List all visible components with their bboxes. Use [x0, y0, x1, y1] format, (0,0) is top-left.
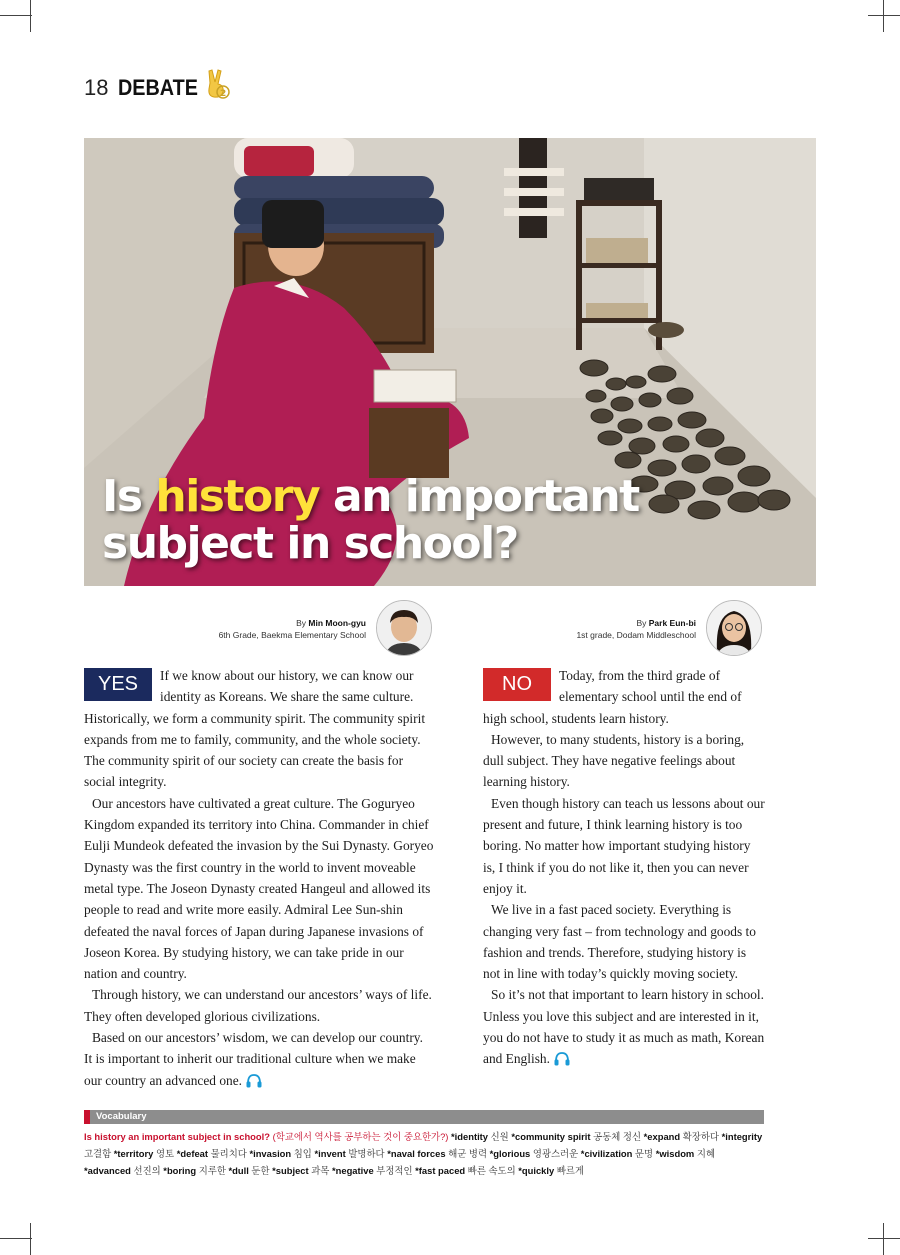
no-author: Park Eun-bi: [648, 618, 696, 628]
vocab-meaning: 침입: [293, 1148, 312, 1159]
crop-mark: [883, 1223, 884, 1255]
vocab-term: *territory: [113, 1148, 154, 1159]
vocabulary-box: [84, 1110, 764, 1179]
vocab-meaning: 지혜: [696, 1148, 716, 1159]
vocab-meaning: 확장하다: [682, 1131, 719, 1142]
vocab-meaning: 선진의: [133, 1165, 161, 1176]
vocab-meaning: 공동체 정신: [593, 1131, 642, 1142]
yes-paragraph-text: If we know about our history, we can know our identity as Koreans. We share the same culture. Historically, we form a community spirit. The community spirit expands from me to family, community, and the whole society. The community spirit of our society can create the basis for social integrity.: [84, 668, 426, 790]
no-paragraph-text: So it’s not that important to learn history in school. Unless you love this subject and are interested in it, you do not have to study it as much as math, Korean and English.: [483, 987, 765, 1067]
vocab-term: *boring: [163, 1165, 197, 1176]
girl-portrait-icon: [707, 601, 761, 655]
by-label: By: [636, 618, 649, 628]
yes-paragraph: Through history, we can understand our ancestors’ ways of life. They often developed glorious civilizations.: [84, 987, 432, 1024]
vocab-term: *expand: [643, 1131, 681, 1142]
vocab-meaning: 영토: [156, 1148, 175, 1159]
headphones-icon: [245, 1072, 263, 1088]
boy-portrait-icon: [377, 601, 431, 655]
crop-mark: [0, 1238, 32, 1239]
crop-mark: [868, 1238, 900, 1239]
vocab-term: *integrity: [721, 1131, 763, 1142]
vocab-meaning: 과목: [311, 1165, 330, 1176]
crop-mark: [0, 15, 32, 16]
yes-author: Min Moon-gyu: [308, 618, 366, 628]
no-affiliation: 1st grade, Dodam Middleschool: [576, 630, 696, 640]
vocab-meaning: 영광스러운: [532, 1148, 579, 1159]
vocab-meaning: 지루한: [198, 1165, 226, 1176]
vocabulary-text: [84, 1128, 764, 1179]
vocab-meaning: 발명하다: [348, 1148, 385, 1159]
headphones-icon: [553, 1050, 571, 1066]
vocab-term: *invasion: [249, 1148, 292, 1159]
vocab-term: *community spirit: [511, 1131, 591, 1142]
no-author-avatar: [706, 600, 762, 656]
vocab-term: *invent: [314, 1148, 346, 1159]
vocab-term: *civilization: [580, 1148, 633, 1159]
vocab-term: *defeat: [176, 1148, 208, 1159]
yes-tag: YES: [84, 668, 152, 701]
svg-text:2: 2: [220, 89, 227, 99]
vocab-meaning: 빠르게: [556, 1165, 584, 1176]
vocab-meaning: 고결함: [84, 1148, 112, 1159]
vocab-meaning: 물리치다: [210, 1148, 247, 1159]
headline-line1-rest: an important: [319, 471, 639, 522]
no-paragraph-text: Today, from the third grade of elementary school until the end of high school, students learn history.: [483, 668, 742, 726]
vocab-meaning: 문명: [634, 1148, 654, 1159]
vocab-term: *naval forces: [387, 1148, 446, 1159]
vocab-term: *fast paced: [415, 1165, 466, 1176]
headline-line2: subject in school?: [102, 518, 518, 569]
crop-mark: [30, 1223, 31, 1255]
section-title: DEBATE: [118, 75, 199, 100]
yes-affiliation: 6th Grade, Baekma Elementary School: [218, 630, 366, 640]
crop-mark: [868, 15, 900, 16]
yes-author-avatar: [376, 600, 432, 656]
vocabulary-question-ko: (학교에서 역사를 공부하는 것이 중요한가?): [272, 1131, 449, 1142]
page-number: 18: [84, 75, 109, 100]
no-tag: NO: [483, 668, 551, 701]
yes-article: [84, 665, 434, 1091]
vocab-meaning: 신원: [490, 1131, 509, 1142]
crop-mark: [30, 0, 31, 32]
no-paragraph: [483, 984, 765, 1069]
vocab-meaning: 해군 병력: [448, 1148, 488, 1159]
vocab-meaning: 빠른 속도의: [467, 1165, 516, 1176]
no-paragraph: [483, 665, 765, 729]
vocab-term: *negative: [331, 1165, 374, 1176]
vocab-term: *subject: [272, 1165, 309, 1176]
vocabulary-question: Is history an important subject in school?: [84, 1131, 270, 1142]
no-article: [483, 665, 765, 1070]
vocab-term: *quickly: [518, 1165, 555, 1176]
vocab-term: *identity: [451, 1131, 489, 1142]
headline: [102, 473, 639, 567]
yes-paragraph-text: Based on our ancestors’ wisdom, we can develop our country. It is important to inherit our traditional culture when we make our country an advanced one.: [84, 1030, 423, 1088]
victory-hand-icon: [204, 68, 230, 100]
yes-paragraph: [84, 665, 434, 793]
headline-pre: Is: [102, 471, 156, 522]
hero-image: [84, 138, 816, 586]
yes-paragraph: [84, 1027, 434, 1091]
vocab-term: *glorious: [489, 1148, 531, 1159]
no-paragraph: However, to many students, history is a boring, dull subject. They have negative feelings about learning history.: [483, 731, 745, 790]
no-paragraph: Even though history can teach us lessons about our present and future, I think learning history is too boring. No matter how important studying history is, I think if you do not like it, then you can never enjoy it.: [483, 795, 765, 896]
no-paragraph: We live in a fast paced society. Everything is changing very fast – from technology and goods to fashion and trends. Therefore, studying history is not in line with today’s quickly moving society.: [483, 902, 756, 982]
crop-mark: [883, 0, 884, 32]
vocab-term: *dull: [228, 1165, 249, 1176]
page-header: [84, 72, 207, 104]
headline-highlight: history: [155, 471, 320, 522]
no-byline: [540, 617, 696, 641]
by-label: By: [296, 618, 309, 628]
vocab-meaning: 둔한: [251, 1165, 270, 1176]
yes-byline: [200, 617, 366, 641]
vocab-meaning: 부정적인: [376, 1165, 413, 1176]
vocab-term: *wisdom: [655, 1148, 695, 1159]
yes-paragraph: Our ancestors have cultivated a great culture. The Goguryeo Kingdom expanded its territory into China. Commander in chief Eulji Mundeok defeated the invasion by the Sui Dynasty. Goryeo Dynasty was the first country in the world to invent moveable metal type. The Joseon Dynasty created Hangeul and allowed its people to read and write more easily. Admiral Lee Sun-shin defeated the naval forces of Japan during Japanese invasions of Joseon Korea. By studying history, we can take pride in our nation and country.: [84, 795, 434, 982]
vocab-term: *advanced: [84, 1165, 131, 1176]
vocabulary-label: Vocabulary: [84, 1110, 764, 1124]
